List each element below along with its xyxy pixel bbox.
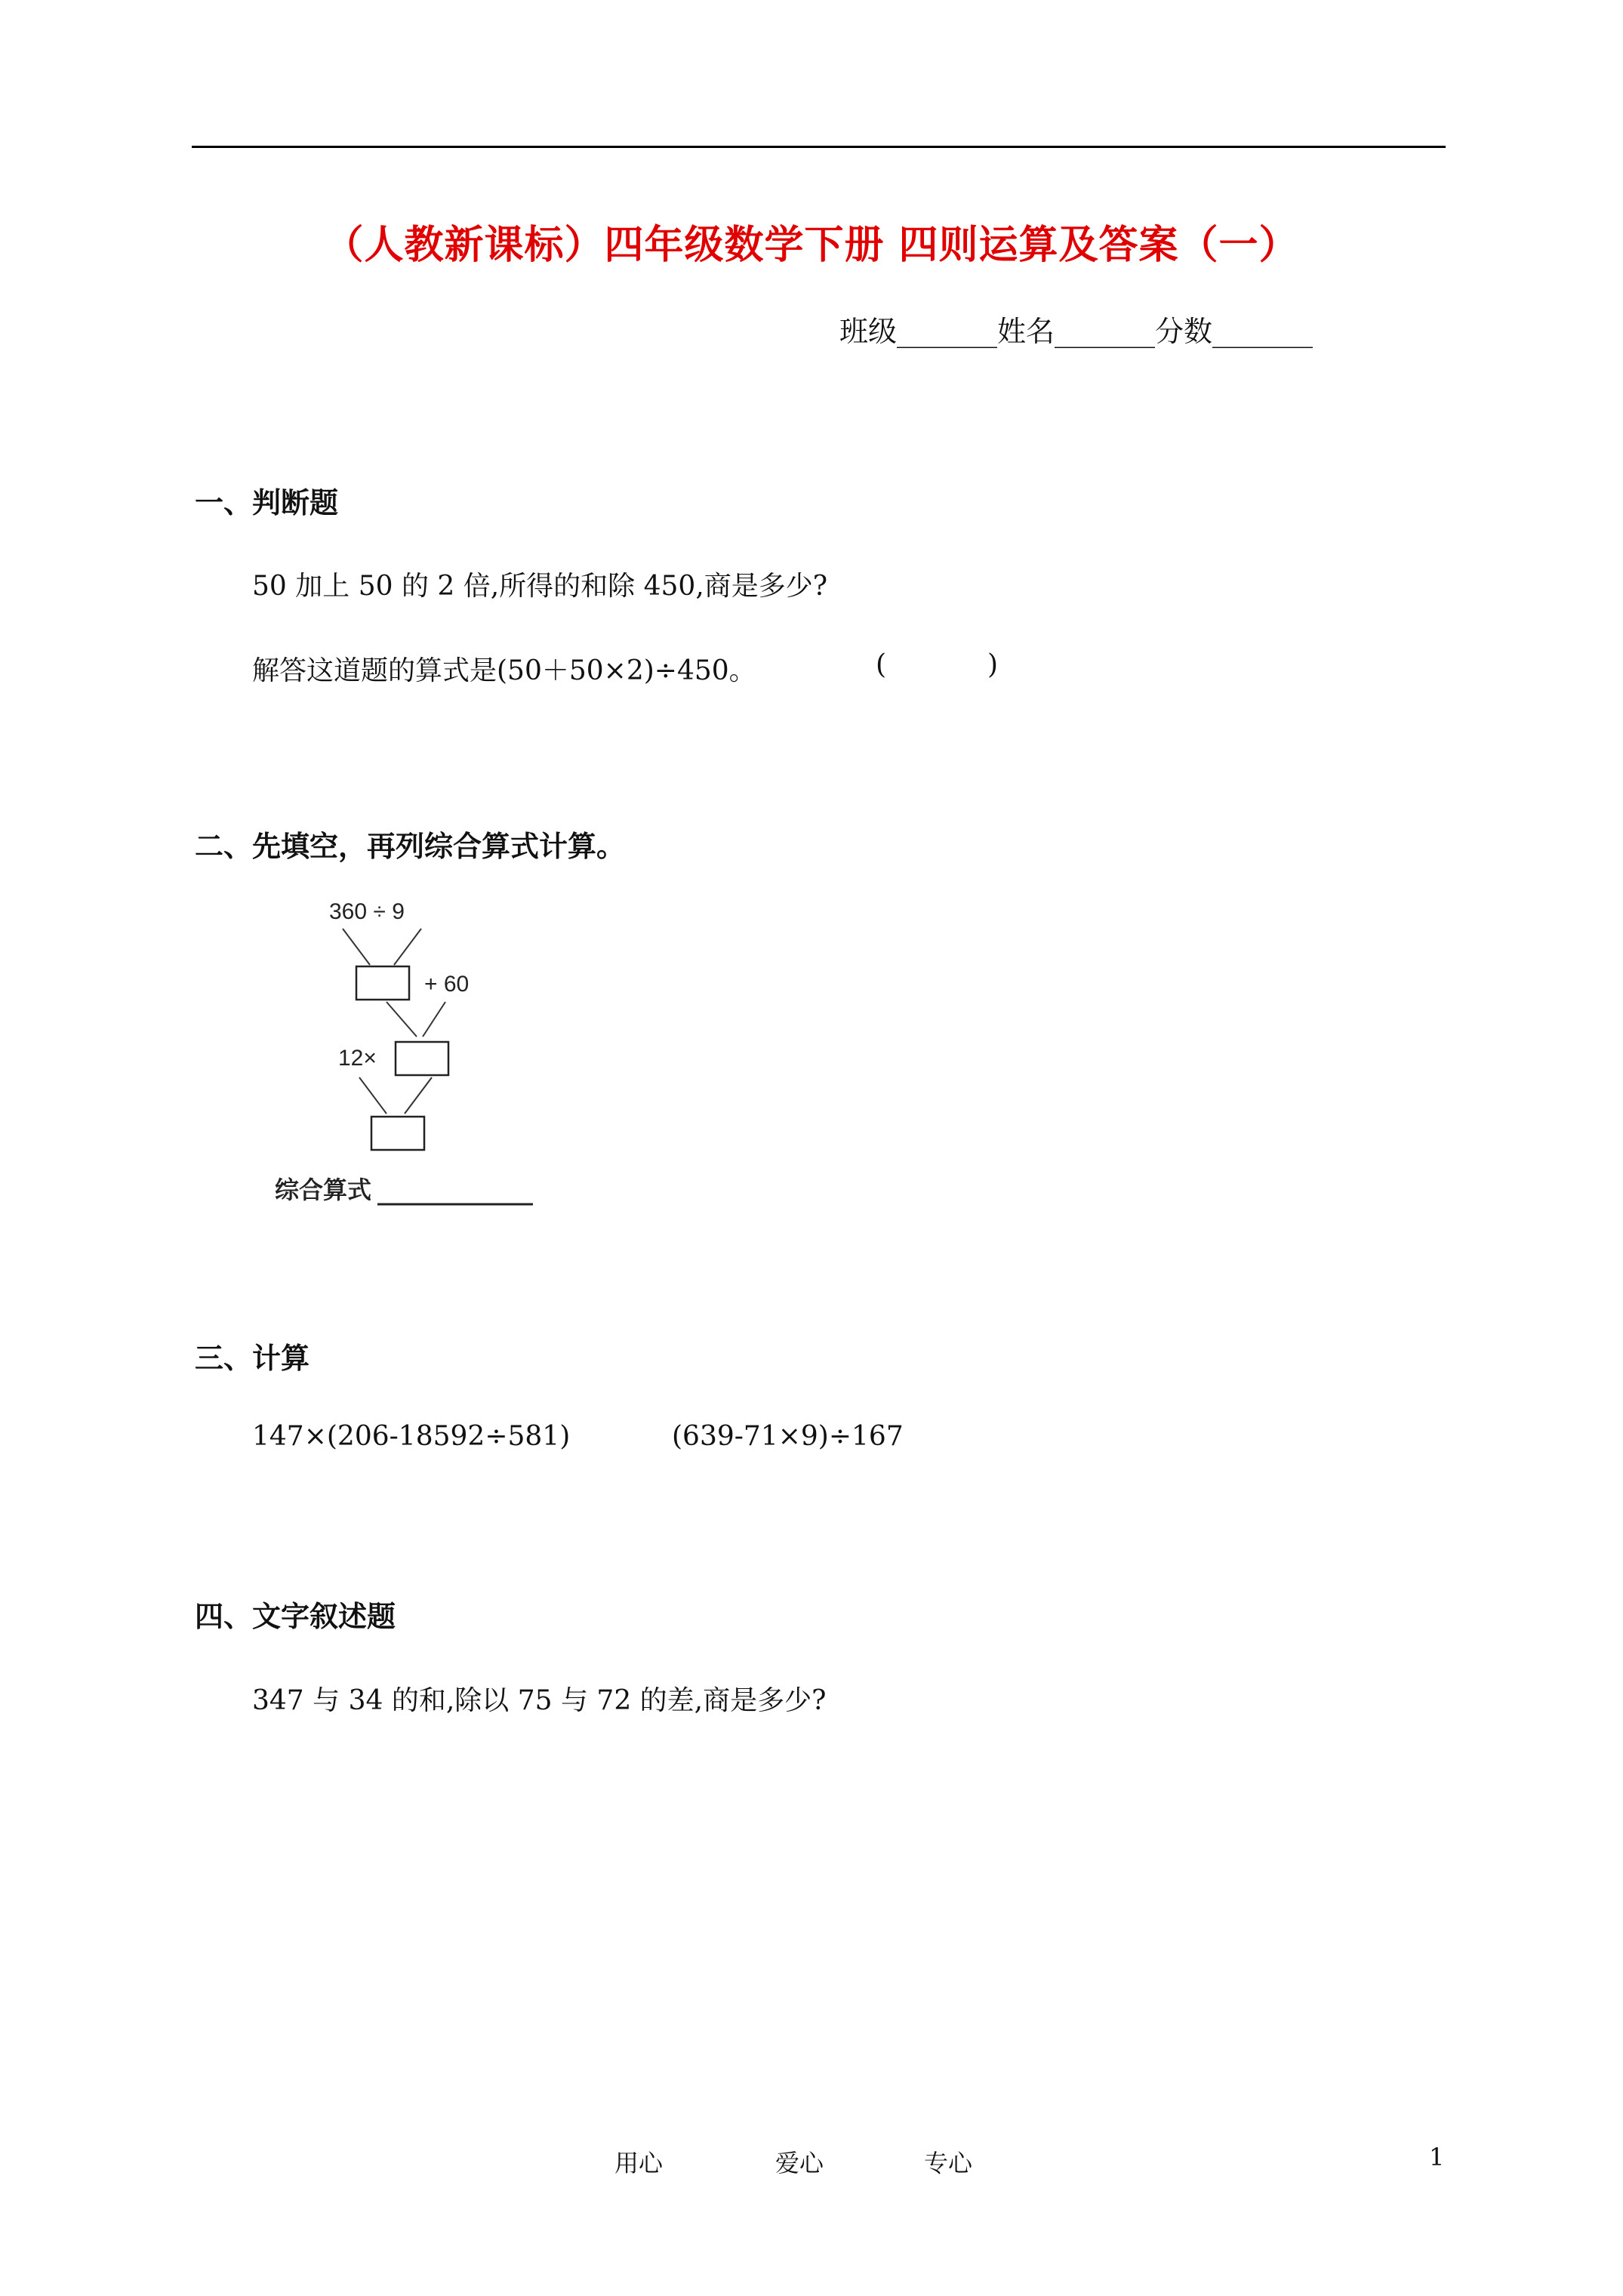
section1-heading: 一、判断题 bbox=[195, 485, 339, 519]
section3-heading: 三、计算 bbox=[195, 1341, 310, 1375]
tree-times-label: 12× bbox=[338, 1046, 377, 1071]
section4-question: 347 与 34 的和,除以 75 与 72 的差,商是多少? bbox=[252, 1685, 827, 1716]
section4-heading: 四、文字叙述题 bbox=[195, 1599, 396, 1633]
tree-connector bbox=[359, 1077, 387, 1114]
section1-question: 50 加上 50 的 2 倍,所得的和除 450,商是多少? bbox=[252, 571, 828, 602]
tree-connector bbox=[405, 1077, 432, 1114]
section3-expression-1: 147×(206-18592÷581) bbox=[252, 1421, 571, 1452]
answer-box-1[interactable] bbox=[356, 966, 409, 1000]
answer-paren-close: ) bbox=[987, 649, 999, 680]
tree-formula-label: 综合算式 bbox=[275, 1176, 372, 1203]
tree-connector bbox=[394, 929, 421, 965]
footer-motto-3: 专心 bbox=[924, 2149, 973, 2177]
header-rule bbox=[192, 146, 1446, 148]
tree-connector bbox=[423, 1002, 445, 1037]
tree-connector bbox=[343, 929, 370, 965]
footer-motto-2: 爱心 bbox=[775, 2149, 824, 2177]
page-number: 1 bbox=[1429, 2143, 1445, 2171]
section3-expression-2: (639-71×9)÷167 bbox=[672, 1421, 904, 1452]
document-title: （人教新课标）四年级数学下册 四则运算及答案（一） bbox=[324, 222, 1299, 268]
tree-top-expression: 360 ÷ 9 bbox=[329, 899, 405, 924]
answer-box-3[interactable] bbox=[371, 1117, 424, 1150]
student-info-line: 班级_______姓名_______分数_______ bbox=[839, 315, 1313, 348]
footer-motto-1: 用心 bbox=[614, 2149, 664, 2177]
section2-heading: 二、先填空，再列综合算式计算。 bbox=[195, 829, 626, 863]
answer-paren-open: ( bbox=[876, 649, 887, 680]
section1-statement: 解答这道题的算式是(50＋50×2)÷450。 bbox=[252, 655, 756, 686]
calculation-tree-diagram bbox=[257, 887, 574, 1219]
answer-box-2[interactable] bbox=[396, 1042, 448, 1075]
tree-connector bbox=[387, 1002, 417, 1037]
tree-plus-label: + 60 bbox=[424, 972, 470, 997]
